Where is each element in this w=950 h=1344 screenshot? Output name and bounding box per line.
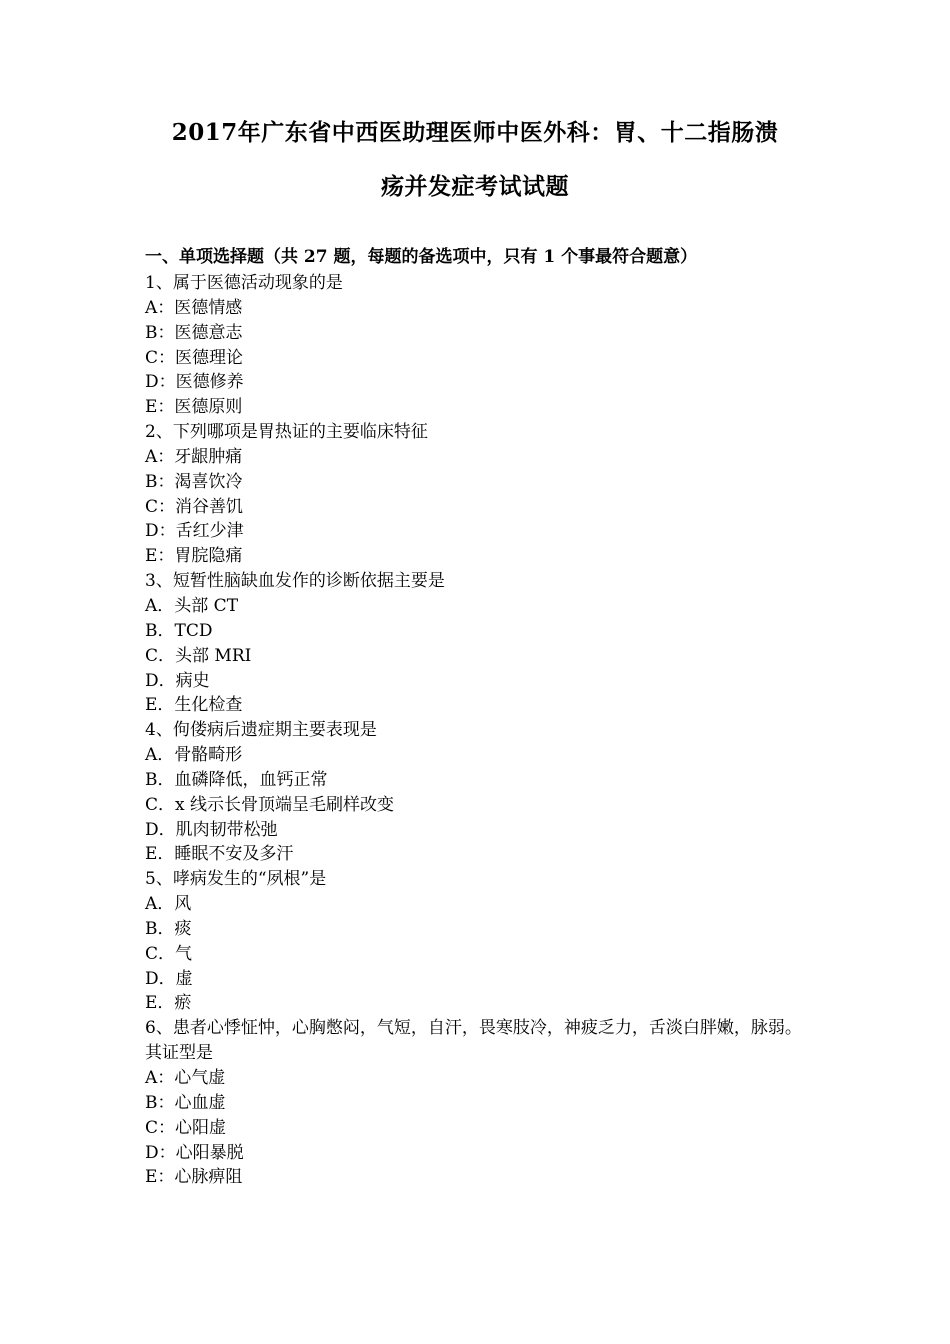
option-d: D．虚 bbox=[145, 968, 193, 989]
option-a: A．骨骼畸形 bbox=[145, 745, 243, 766]
document-title-line-1: 2017年广东省中西医助理医师中医外科：胃、十二指肠溃 bbox=[171, 119, 779, 146]
question-stem: 4、佝偻病后遗症期主要表现是 bbox=[145, 720, 377, 741]
question-stem: 2、下列哪项是胃热证的主要临床特征 bbox=[145, 422, 428, 443]
document-title-line-2: 疡并发症考试试题 bbox=[381, 173, 569, 200]
option-c: C：心阳虚 bbox=[145, 1117, 227, 1138]
question-stem: 1、属于医德活动现象的是 bbox=[145, 273, 343, 293]
option-e: E：胃脘隐痛 bbox=[145, 546, 243, 567]
question-3 bbox=[145, 569, 810, 718]
option-e: E．睡眠不安及多汗 bbox=[145, 844, 294, 865]
option-a: A．风 bbox=[145, 894, 192, 915]
option-b: B：渴喜饮冷 bbox=[145, 471, 243, 492]
option-d: D：心阳暴脱 bbox=[145, 1142, 244, 1163]
option-c: C：医德理论 bbox=[145, 347, 244, 368]
option-e: E．瘀 bbox=[145, 993, 192, 1014]
question-2 bbox=[145, 420, 810, 569]
question-4 bbox=[145, 718, 810, 867]
option-b: B．血磷降低，血钙正常 bbox=[145, 769, 328, 790]
option-e: E．生化检查 bbox=[145, 695, 243, 716]
question-1 bbox=[145, 271, 810, 420]
option-d: D：医德修养 bbox=[145, 372, 244, 393]
question-stem: 6、患者心悸怔忡，心胸憋闷，气短，自汗，畏寒肢冷，神疲乏力，舌淡白胖嫩，脉弱。其证型是 bbox=[145, 1018, 802, 1064]
option-d: D．病史 bbox=[145, 670, 210, 691]
option-c: C：消谷善饥 bbox=[145, 496, 244, 517]
option-a: A：心气虚 bbox=[145, 1068, 226, 1088]
option-a: A：医德情感 bbox=[145, 297, 243, 318]
question-list bbox=[145, 271, 810, 1190]
option-c: C．x 线示长骨顶端呈毛刷样改变 bbox=[145, 794, 394, 815]
section-heading: 一、单项选择题（共 27 题，每题的备选项中，只有 1 个事最符合题意） bbox=[145, 247, 698, 267]
option-c: C．气 bbox=[145, 943, 193, 964]
option-e: E：医德原则 bbox=[145, 397, 243, 418]
option-e: E：心脉痹阻 bbox=[145, 1167, 243, 1188]
option-b: B：医德意志 bbox=[145, 322, 243, 343]
option-d: D：舌红少津 bbox=[145, 521, 244, 542]
question-5 bbox=[145, 867, 810, 1016]
option-d: D．肌肉韧带松弛 bbox=[145, 819, 278, 840]
option-b: B．TCD bbox=[145, 620, 213, 641]
option-c: C．头部 MRI bbox=[145, 645, 252, 666]
question-stem: 3、短暂性脑缺血发作的诊断依据主要是 bbox=[145, 571, 445, 592]
option-b: B：心血虚 bbox=[145, 1092, 226, 1113]
question-stem: 5、哮病发生的“夙根”是 bbox=[145, 869, 327, 890]
question-6 bbox=[145, 1016, 810, 1190]
option-b: B．痰 bbox=[145, 918, 192, 939]
option-a: A．头部 CT bbox=[145, 595, 239, 616]
option-a: A：牙龈肿痛 bbox=[145, 446, 243, 467]
